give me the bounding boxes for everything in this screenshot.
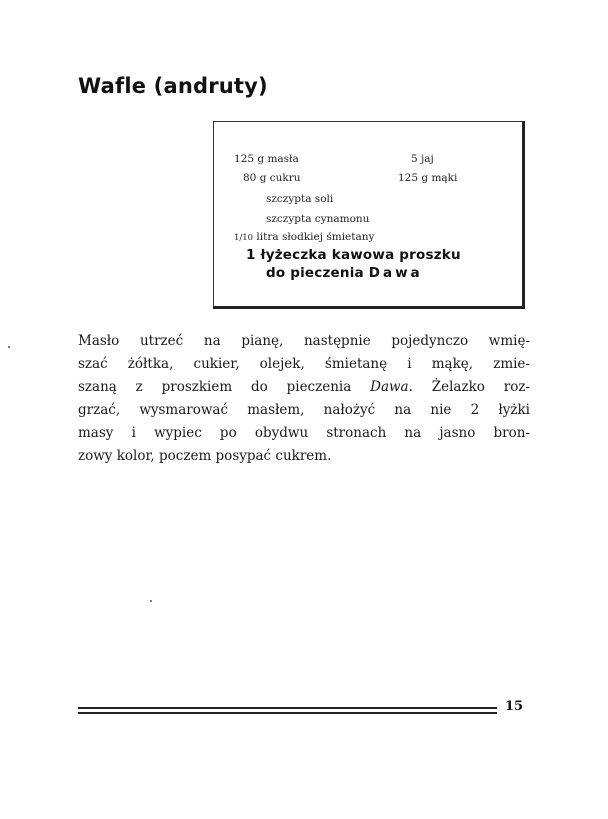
instructions-line: grzać, wysmarować masłem, nałożyć na nie 2 łyżki [78, 402, 530, 418]
instructions-line: Masło utrzeć na pianę, następnie pojedynczo wmię- [78, 333, 530, 349]
instructions-line3-prefix: szaną z proszkiem do pieczenia [78, 379, 371, 395]
print-speck [8, 346, 10, 348]
recipe-title: Wafle (andruty) [78, 74, 268, 98]
ingredient-flour: 125 g mąki [398, 172, 458, 184]
ingredient-butter: 125 g masła [234, 153, 299, 165]
brand-name: Dawa [368, 265, 423, 281]
instructions-brand: Dawa. [370, 379, 413, 395]
ingredient-baking-powder-line2 [266, 265, 423, 281]
ingredient-salt: szczypta soli [266, 193, 334, 205]
ingredient-eggs: 5 jaj [411, 153, 434, 165]
ingredient-cream [234, 231, 374, 243]
ingredients-box [213, 121, 525, 309]
ingredient-cinnamon: szczypta cynamonu [266, 213, 370, 225]
cream-fraction: 1/10 [234, 233, 254, 243]
instructions-line [78, 376, 530, 399]
instructions-line: szać żółtka, cukier, olejek, śmietanę i mąkę, zmie- [78, 356, 530, 372]
ingredient-baking-powder-line1: 1 łyżeczka kawowa proszku [246, 247, 461, 263]
instructions-paragraph [78, 330, 530, 468]
footer-double-rule [78, 707, 497, 714]
instructions-line: masy i wypiec po obydwu stronach na jasno bron- [78, 425, 530, 441]
instructions-line3-suffix: Żelazko roz- [412, 379, 530, 395]
print-speck [150, 600, 152, 602]
page-number: 15 [505, 699, 524, 714]
ingredient-sugar: 80 g cukru [243, 172, 301, 184]
cream-text: litra słodkiej śmietany [253, 231, 375, 243]
instructions-line: zowy kolor, poczem posypać cukrem. [78, 448, 332, 464]
baking-powder-prefix: do pieczenia [266, 265, 369, 281]
